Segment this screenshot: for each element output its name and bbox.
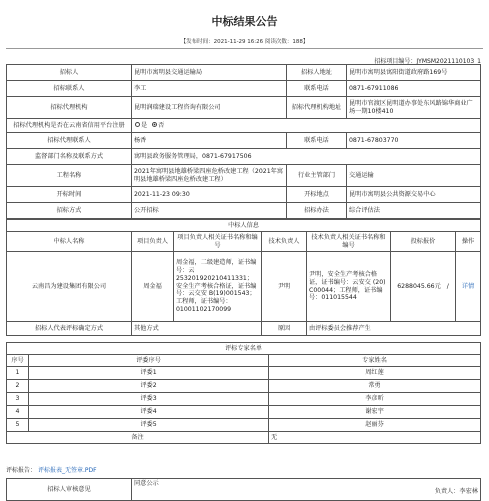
expert-seat: 评委5 [29,419,269,432]
transaction-number: 招标项目编号：JYMSM2021110103_1 [374,58,481,65]
winner-tech-cert: 尹明，安全生产考核合格证，证书编号：云安交 (20) C00044；工程师，证书编号：011015544 [307,252,391,322]
method-label: 招标方式 [7,203,132,219]
winner-tech: 尹明 [262,252,307,322]
filed-options [132,119,481,133]
open-place-value: 昆明市寓明县公共资源交易中心 [347,187,481,203]
project-label: 工程名称 [7,165,132,187]
agency-contact-value: 杨香 [132,133,287,149]
winner-name: 云南昌为建设集团有限公司 [7,252,132,322]
page-title: 中标结果公告 [211,15,278,28]
filed-label: 招标代理机构是否在云南省信用平台注册 [7,119,132,133]
tenderer-value: 昆明市寓明县交通运输局 [132,65,287,81]
winner-pm-cert: 周金福，二级建造师，证书编号：云253201920210411331；安全生产考核合格证，证书编号：云交安 B(19)001543；工程师，证书编号：01001102170099 [174,252,262,322]
phone-value: 0871-67911086 [347,81,481,97]
org-label: 招标办法 [287,203,347,219]
tenderer-addr-label: 招标人地址 [287,65,347,81]
expert-no: 2 [7,380,29,393]
expert-seat: 评委4 [29,406,269,419]
table-row [7,419,481,432]
supervisor-value: 寓明县政务服务管理局，0871-67917506 [132,149,481,165]
table-row [7,367,481,380]
remark-label: 备注 [7,432,269,444]
winner-detail-link[interactable]: 详情 [461,282,475,290]
agency-phone-value: 0871-67803770 [347,133,481,149]
approval-signer: 负责人：李宏林 [434,487,478,495]
expert-header-no: 序号 [7,355,29,367]
report-label: 评标报告： [6,467,37,474]
tenderer-label: 招标人 [7,65,132,81]
contact-label: 招标联系人 [7,81,132,97]
method-row-reason: 由评标委员会推荐产生 [307,322,481,336]
title-divider [6,48,483,49]
method-row-label: 招标人代表评标确定方式 [7,322,132,336]
expert-no: 4 [7,406,29,419]
radio-no-label: 否 [158,121,165,129]
contact-value: 李工 [132,81,287,97]
winner-header-pm: 项目负责人 [132,232,174,252]
winner-header-tech: 技术负责人 [262,232,307,252]
winner-op-cell [456,252,481,322]
winner-price: 6288045.66元 [397,282,441,290]
winner-pm: 周金福 [132,252,174,322]
expert-seat: 评委1 [29,367,269,380]
approval-cell [132,479,481,501]
approval-value: 同意公示 [134,480,159,487]
method-row-value: 其他方式 [132,322,262,336]
publish-meta: 【发布时间：2021-11-29 16:26 阅读次数：188】 [180,39,309,45]
expert-name: 周红莲 [269,367,481,380]
info-table [6,64,481,219]
winner-slash: / [446,282,449,290]
expert-name: 常勇 [269,380,481,393]
report-files [6,465,97,474]
winner-section-title: 中标人信息 [7,220,481,232]
phone-label: 联系电话 [287,81,347,97]
project-value: 2021年寓明县地雄桥梁四座危桥改建工程（2021年寓明县地雄桥梁四座危桥改建工程） [132,165,287,187]
agency-addr-value: 昆明市官渡区昆明道办事处东风路锦华商业广场一期10楼410 [347,97,481,119]
agency-label: 招标代理机构 [7,97,132,119]
approval-label: 招标人审核意见 [7,479,132,501]
winner-header-pm-cert: 项目负责人相关证书名称和编号 [174,232,262,252]
org-value: 综合评估法 [347,203,481,219]
expert-name: 赵丽芬 [269,419,481,432]
expert-seat: 评委2 [29,380,269,393]
expert-name: 谢宏宇 [269,406,481,419]
expert-no: 3 [7,393,29,406]
agency-addr-label: 招标代理机构地址 [287,97,347,119]
dept-value: 交通运输 [347,165,481,187]
table-row [7,380,481,393]
radio-yes[interactable] [135,122,140,127]
agency-value: 昆明润瑞建设工程咨询有限公司 [132,97,287,119]
winner-header-op: 操作 [456,232,481,252]
winner-price-cell [391,252,456,322]
supervisor-label: 监督部门名称及联系方式 [7,149,132,165]
report-link[interactable]: 评标报表_无签章.PDF [37,467,97,474]
open-time-value: 2021-11-23 09:30 [132,187,287,203]
open-place-label: 开标地点 [287,187,347,203]
method-row-reason-label: 原因 [262,322,307,336]
expert-section-title: 评标专家名单 [7,343,481,355]
remark-value: 无 [269,432,481,444]
expert-header-seat: 评委序号 [29,355,269,367]
agency-contact-label: 招标代理联系人 [7,133,132,149]
expert-table [6,342,481,444]
method-value: 公开招标 [132,203,287,219]
expert-name: 李彦昕 [269,393,481,406]
winner-header-name: 中标人名称 [7,232,132,252]
expert-seat: 评委3 [29,393,269,406]
winner-header-price: 投标报价 [391,232,456,252]
radio-yes-label: 是 [141,121,148,129]
expert-no: 5 [7,419,29,432]
open-time-label: 开标时间 [7,187,132,203]
approval-table [6,478,481,501]
dept-label: 行业主管部门 [287,165,347,187]
expert-header-name: 专家姓名 [269,355,481,367]
winner-table [6,219,481,336]
table-row [7,406,481,419]
tenderer-addr-value: 昆明市寓明县寓阳街道政府路169号 [347,65,481,81]
winner-header-tech-cert: 技术负责人相关证书名称和编号 [307,232,391,252]
radio-no[interactable] [152,122,157,127]
table-row [7,393,481,406]
agency-phone-label: 联系电话 [287,133,347,149]
expert-no: 1 [7,367,29,380]
